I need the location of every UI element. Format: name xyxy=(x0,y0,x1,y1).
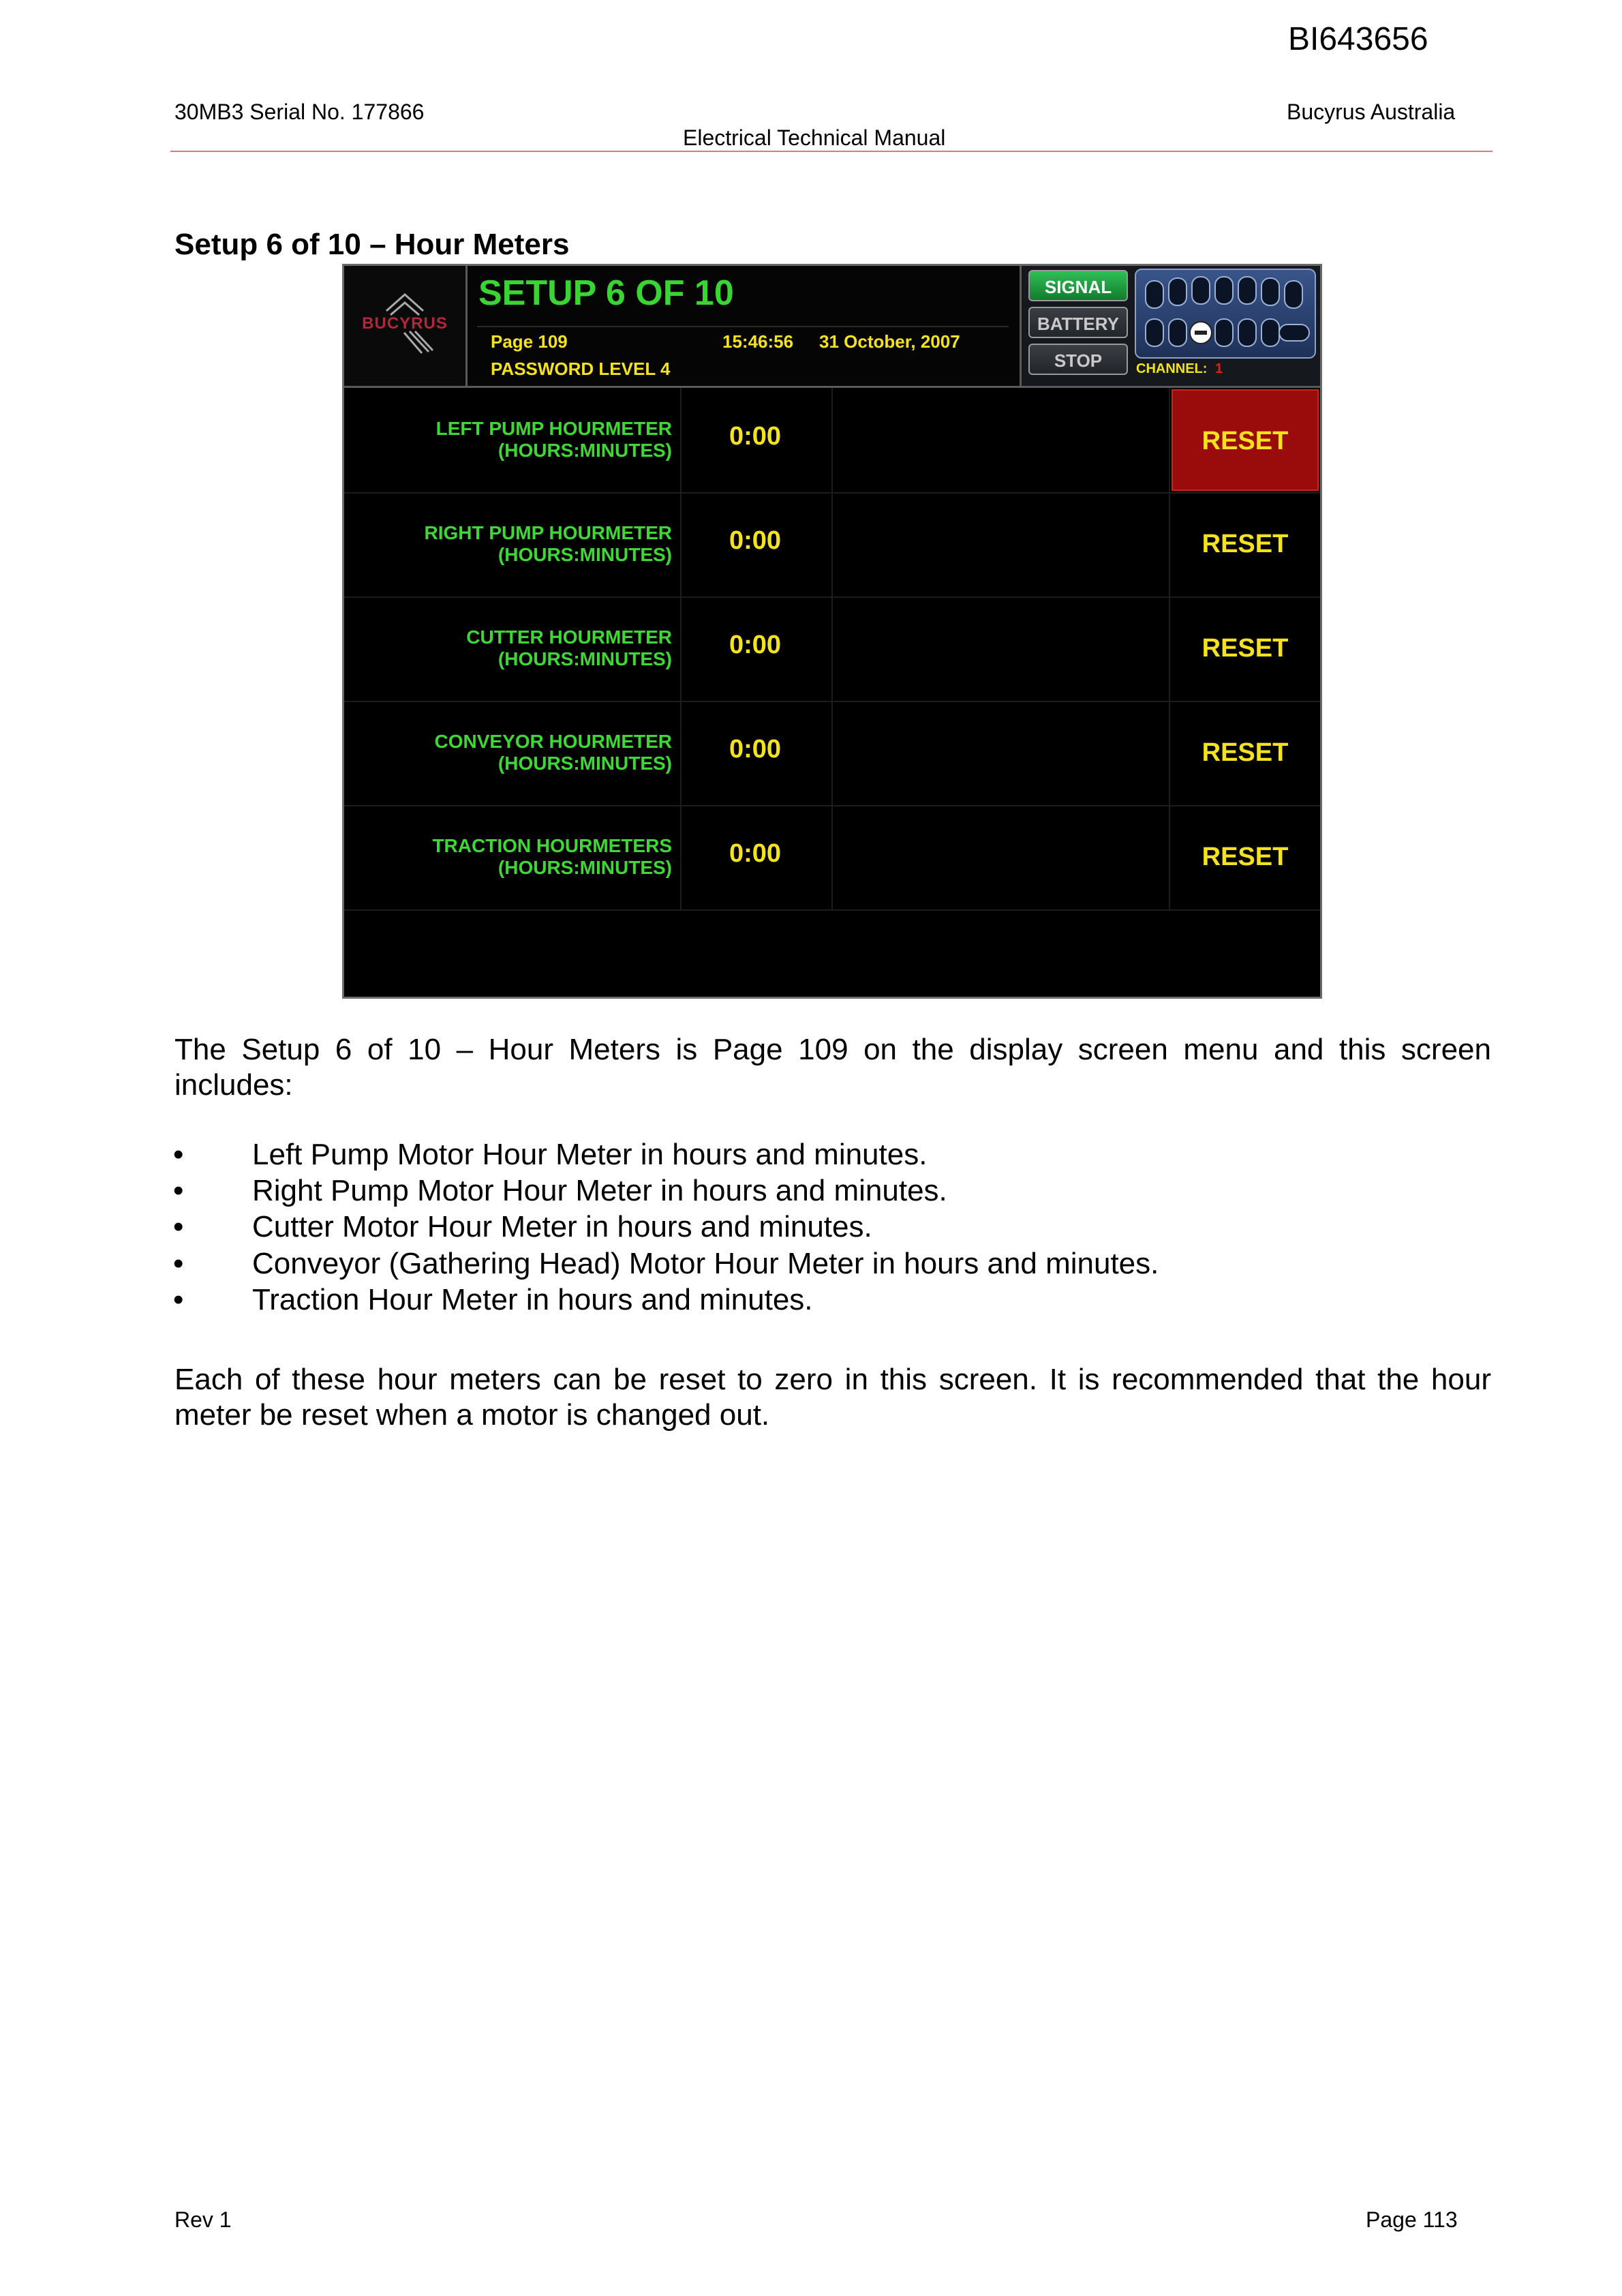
row-label: CONVEYOR HOURMETER xyxy=(434,731,672,752)
row-label-cell xyxy=(344,492,682,596)
hourmeter-row xyxy=(344,388,1320,494)
current-date: 31 October, 2007 xyxy=(819,331,960,352)
bullet-item: Conveyor (Gathering Head) Motor Hour Meter in hours and minutes. xyxy=(252,1247,1159,1280)
row-blank-cell xyxy=(833,388,1170,492)
row-label-cell xyxy=(344,805,682,909)
page-footer-number: Page 113 xyxy=(1366,2207,1458,2232)
row-label-cell xyxy=(344,388,682,492)
row-blank-cell xyxy=(833,492,1170,596)
hourmeter-value: 0:00 xyxy=(729,422,782,451)
row-blank-cell xyxy=(833,701,1170,805)
company-name: Bucyrus Australia xyxy=(1287,100,1456,124)
row-label: TRACTION HOURMETERS xyxy=(432,835,672,856)
hourmeter-row xyxy=(344,805,1320,911)
serial-number: 30MB3 Serial No. 177866 xyxy=(174,100,425,124)
row-value-cell xyxy=(682,701,833,805)
remote-keypad xyxy=(1135,269,1316,359)
bullet-symbol: • xyxy=(173,1210,184,1243)
row-value-cell xyxy=(682,492,833,596)
row-value-cell xyxy=(682,805,833,909)
row-label: LEFT PUMP HOURMETER xyxy=(435,418,672,439)
keypad-icon xyxy=(1136,270,1315,357)
channel-label: CHANNEL: xyxy=(1136,361,1208,376)
row-label: CUTTER HOURMETER xyxy=(466,626,672,648)
bullet-symbol: • xyxy=(173,1247,184,1280)
svg-text:BUCYRUS: BUCYRUS xyxy=(362,314,448,333)
bullet-item: Cutter Motor Hour Meter in hours and minutes. xyxy=(252,1210,872,1243)
row-value-cell xyxy=(682,596,833,701)
logo-panel xyxy=(344,266,468,388)
row-label-cell xyxy=(344,596,682,701)
battery-button[interactable]: BATTERY xyxy=(1028,307,1128,338)
stop-button[interactable]: STOP xyxy=(1028,344,1128,375)
bullet-symbol: • xyxy=(173,1138,184,1171)
status-panel xyxy=(1022,266,1320,388)
row-unit: (HOURS:MINUTES) xyxy=(498,648,672,669)
screen-title: SETUP 6 OF 10 xyxy=(478,273,734,313)
password-level: PASSWORD LEVEL 4 xyxy=(491,359,671,379)
channel-value: 1 xyxy=(1215,361,1223,376)
row-label-cell xyxy=(344,701,682,805)
clock-time: 15:46:56 xyxy=(722,331,794,352)
bullet-symbol: • xyxy=(173,1283,184,1316)
title-panel xyxy=(468,266,1022,388)
hourmeter-value: 0:00 xyxy=(729,839,782,868)
row-unit: (HOURS:MINUTES) xyxy=(498,440,672,461)
reset-button[interactable]: RESET xyxy=(1202,530,1289,558)
hourmeter-row xyxy=(344,492,1320,598)
hourmeter-value: 0:00 xyxy=(729,735,782,764)
bullet-item: Traction Hour Meter in hours and minutes. xyxy=(252,1283,813,1316)
title-divider xyxy=(477,326,1009,327)
signal-button[interactable]: SIGNAL xyxy=(1028,270,1128,301)
row-unit: (HOURS:MINUTES) xyxy=(498,544,672,565)
reset-button[interactable]: RESET xyxy=(1202,634,1289,663)
row-unit: (HOURS:MINUTES) xyxy=(498,753,672,774)
section-title: Setup 6 of 10 – Hour Meters xyxy=(174,228,570,261)
hourmeter-row xyxy=(344,596,1320,702)
hourmeter-row xyxy=(344,701,1320,806)
page-number: Page 109 xyxy=(491,331,568,352)
hourmeter-value: 0:00 xyxy=(729,526,782,555)
hourmeter-value: 0:00 xyxy=(729,631,782,659)
closing-paragraph: Each of these hour meters can be reset to zero in this screen. It is recommended that the hour meter be reset when a motor is changed out. xyxy=(174,1363,1491,1432)
manual-title: Electrical Technical Manual xyxy=(683,125,946,150)
reset-button[interactable]: RESET xyxy=(1202,738,1289,767)
row-blank-cell xyxy=(833,805,1170,909)
row-unit: (HOURS:MINUTES) xyxy=(498,857,672,878)
revision: Rev 1 xyxy=(174,2207,232,2232)
document-id: BI643656 xyxy=(1288,21,1428,57)
row-value-cell xyxy=(682,388,833,492)
bucyrus-logo-icon xyxy=(344,266,465,386)
row-blank-cell xyxy=(833,596,1170,701)
reset-button[interactable]: RESET xyxy=(1202,843,1289,871)
bullet-item: Right Pump Motor Hour Meter in hours and minutes. xyxy=(252,1174,947,1207)
intro-paragraph: The Setup 6 of 10 – Hour Meters is Page 109 on the display screen menu and this screen includes: xyxy=(174,1033,1491,1102)
row-label: RIGHT PUMP HOURMETER xyxy=(424,522,672,543)
reset-button[interactable]: RESET xyxy=(1172,389,1319,491)
bullet-item: Left Pump Motor Hour Meter in hours and minutes. xyxy=(252,1138,928,1171)
hmi-screen xyxy=(342,264,1322,999)
header-rule xyxy=(170,151,1493,152)
bullet-symbol: • xyxy=(173,1174,184,1207)
